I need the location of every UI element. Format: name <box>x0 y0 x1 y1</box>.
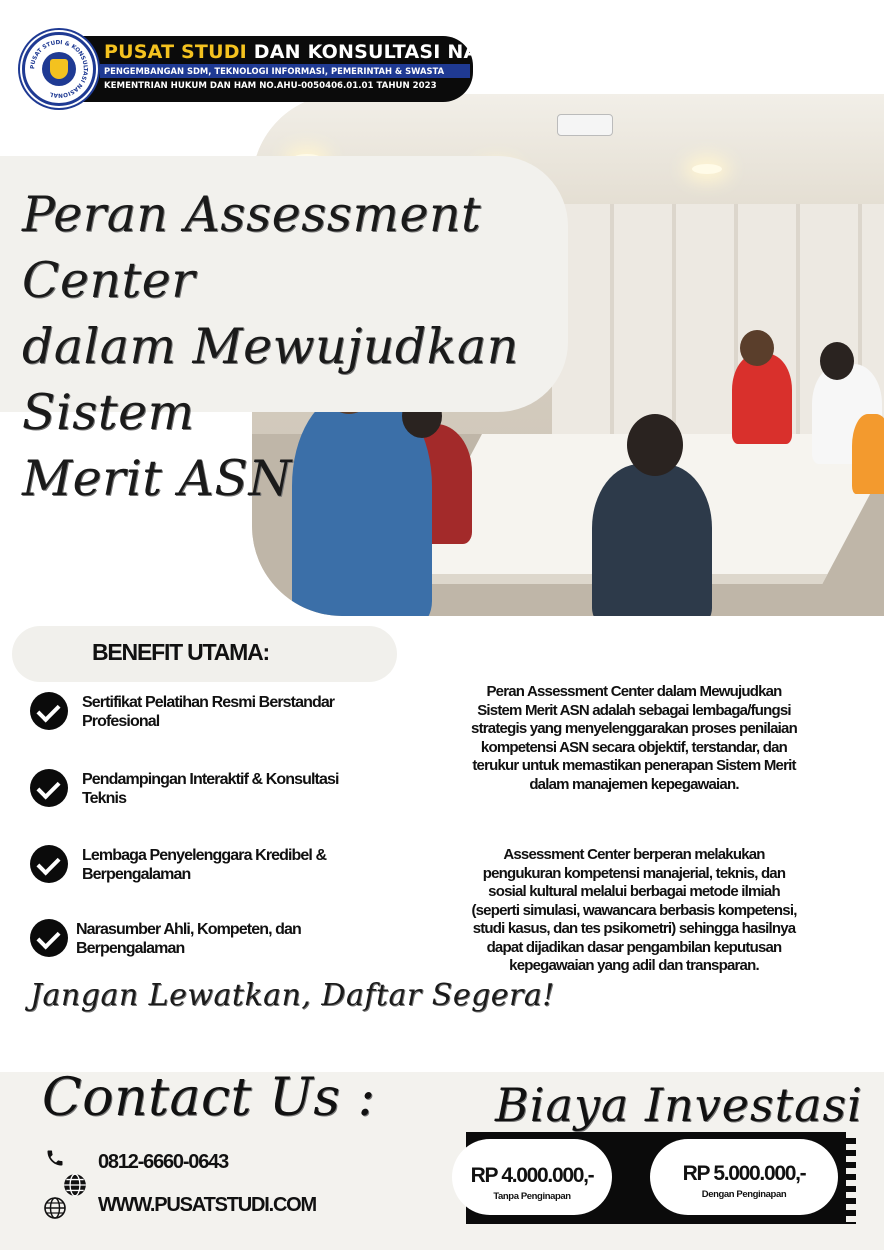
benefit-line: Teknis <box>82 790 127 807</box>
benefit-line: Pendampingan Interaktif & Konsultasi <box>82 771 339 788</box>
description-paragraph-1 <box>430 683 838 794</box>
globe-icon <box>62 1172 88 1198</box>
seal-center <box>42 52 76 86</box>
brand-bar <box>80 36 560 102</box>
benefit-line: Narasumber Ahli, Kompeten, dan <box>76 921 301 938</box>
benefit-text <box>82 846 382 884</box>
investment-title: Biaya Investasi <box>495 1078 863 1132</box>
price-label: Tanpa Penginapan <box>493 1191 571 1202</box>
check-circle-icon <box>30 845 68 883</box>
description-paragraph-2 <box>430 846 838 976</box>
benefit-item <box>30 769 382 808</box>
price-amount: RP 4.000.000,- <box>470 1164 594 1187</box>
globe-outline-icon <box>43 1196 67 1220</box>
benefit-line: Lembaga Penyelenggara Kredibel & <box>82 847 327 864</box>
check-circle-icon <box>30 919 68 957</box>
description-line: kompetensi ASN secara objektif, terstandar, dan <box>480 738 788 756</box>
check-circle-icon <box>30 692 68 730</box>
price-card-with-lodging <box>650 1139 838 1215</box>
description-line: Peran Assessment Center dalam Mewujudkan <box>486 683 782 700</box>
description-line: strategis yang menyelenggarakan proses penilaian <box>471 720 797 737</box>
participant <box>852 414 884 494</box>
benefit-text <box>76 920 376 958</box>
benefit-text <box>82 693 382 731</box>
contact-title: Contact Us : <box>42 1068 376 1128</box>
participant-head <box>627 414 683 476</box>
logo-seal <box>22 32 96 106</box>
page-title-line2: dalam Mewujudkan Sistem <box>22 318 519 441</box>
title-panel <box>0 156 568 507</box>
shield-icon <box>50 59 68 79</box>
brand-title-part2: DAN KONSULTASI NASIONAL <box>253 41 560 63</box>
description-line: Assessment Center berperan melakukan <box>503 846 765 863</box>
description-line: Sistem Merit ASN adalah sebagai lembaga/fungsi <box>477 701 791 719</box>
ticket-perforation <box>846 1132 856 1224</box>
description-line: kepegawaian yang adil dan transparan. <box>509 957 759 974</box>
svg-text:PUSAT STUDI & KONSULTASI NASIO: PUSAT STUDI & KONSULTASI NASIONAL <box>30 40 88 98</box>
benefit-item <box>30 845 382 884</box>
participant-head <box>740 330 774 366</box>
benefit-text <box>82 770 382 808</box>
description-line: pengukuran kompetensi manajerial, teknis, dan <box>482 864 786 882</box>
price-label: Dengan Penginapan <box>701 1189 787 1200</box>
benefit-line: Berpengalaman <box>76 940 185 957</box>
contact-phone[interactable]: 0812-6660-0643 <box>98 1151 228 1173</box>
benefit-item <box>30 692 382 731</box>
participant <box>732 354 792 444</box>
benefit-line: Profesional <box>82 713 160 730</box>
contact-website[interactable]: WWW.PUSATSTUDI.COM <box>98 1194 316 1216</box>
brand-legal: KEMENTRIAN HUKUM DAN HAM NO.AHU-0050406.01.01 TAHUN 2023 <box>104 81 437 91</box>
benefit-line: Sertifikat Pelatihan Resmi Berstandar <box>82 694 335 711</box>
description-line: sosial kultural melalui berbagai metode ilmiah <box>488 883 780 900</box>
brand-title <box>104 40 560 64</box>
check-circle-icon <box>30 769 68 807</box>
brand-subtitle: PENGEMBANGAN SDM, TEKNOLOGI INFORMASI, PEMERINTAH & SWASTA <box>100 64 470 78</box>
phone-icon <box>45 1148 65 1168</box>
page-title-line3: Merit ASN <box>22 450 292 507</box>
benefit-heading: BENEFIT UTAMA: <box>92 639 269 665</box>
participant <box>592 464 712 616</box>
price-amount: RP 5.000.000,- <box>682 1162 806 1185</box>
description-line: dalam manajemen kepegawaian. <box>529 775 739 793</box>
participant-head <box>820 342 854 380</box>
description-line: studi kasus, dan tes psikometri) sehingga hasilnya <box>472 920 796 937</box>
projector <box>557 114 613 136</box>
ceiling-lamp <box>692 164 722 174</box>
brand-title-part1: PUSAT STUDI <box>104 41 247 63</box>
call-to-action: Jangan Lewatkan, Daftar Segera! <box>30 978 555 1013</box>
description-line: terukur untuk memastikan penerapan Sistem Merit <box>472 757 796 774</box>
benefit-line: Berpengalaman <box>82 866 191 883</box>
description-line: dapat dijadikan dasar pengambilan keputusan <box>486 938 782 956</box>
page-title-line1: Peran Assessment Center <box>22 186 482 309</box>
description-line: (seperti simulasi, wawancara berbasis kompetensi, <box>471 901 797 919</box>
benefit-item <box>30 919 376 958</box>
price-card-without-lodging <box>452 1139 612 1215</box>
